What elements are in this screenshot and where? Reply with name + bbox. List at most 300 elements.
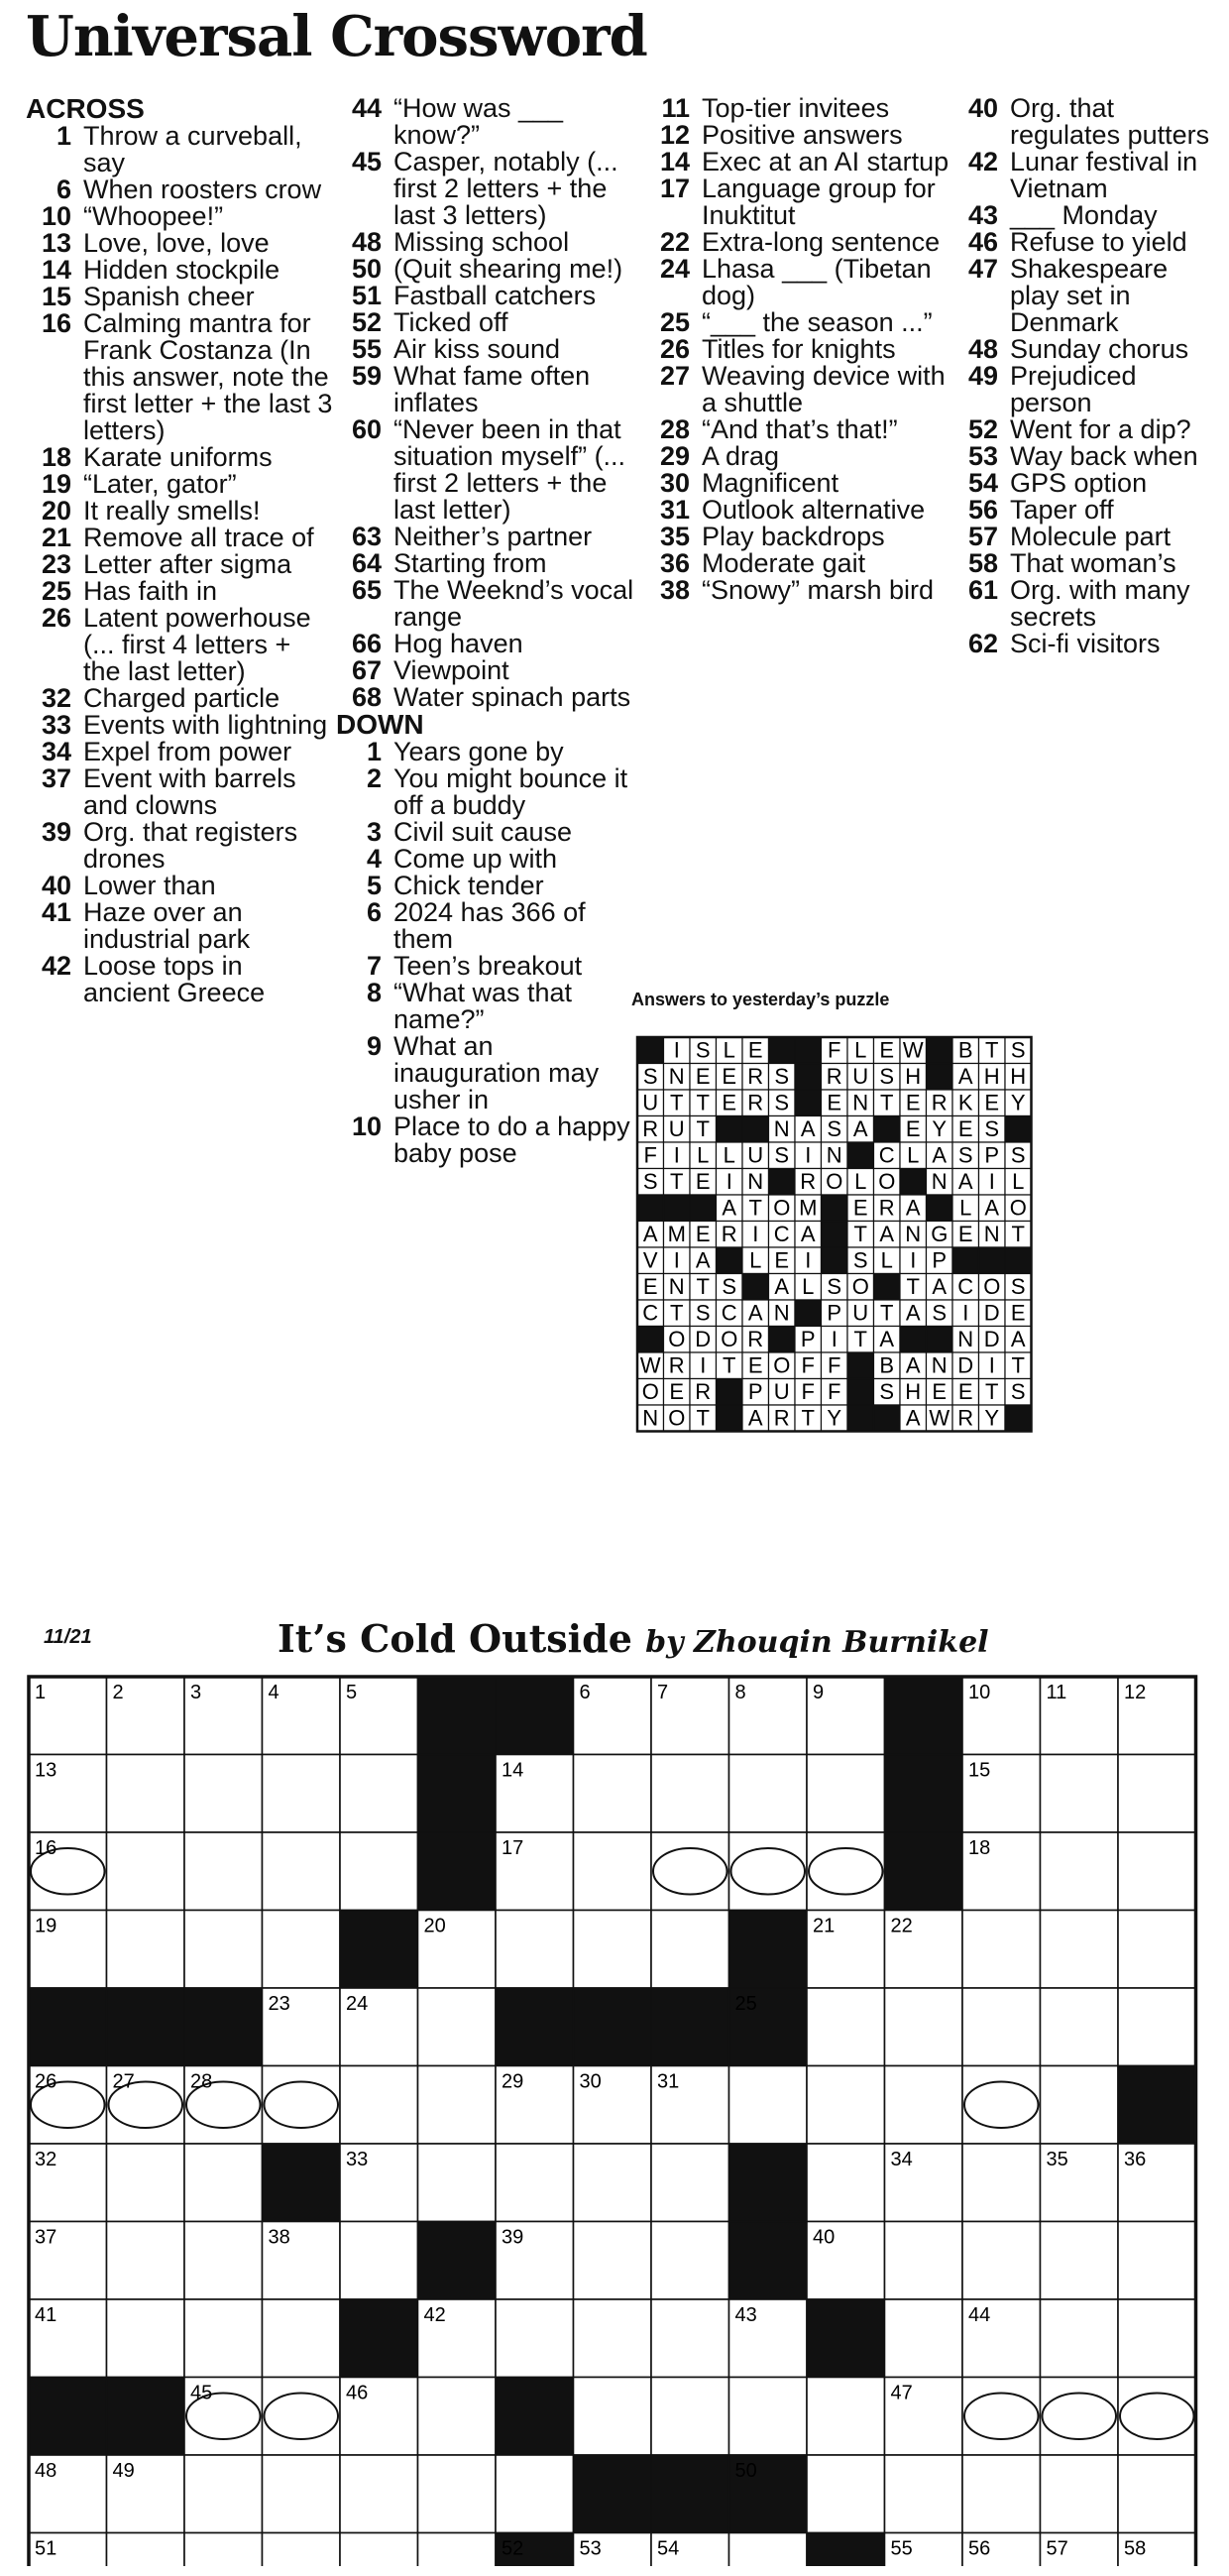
yesterday-letter: O: [851, 1274, 869, 1300]
clue-text: “What was that name?”: [393, 978, 573, 1034]
yesterday-block: [795, 1037, 822, 1064]
grid-cell[interactable]: [1041, 2378, 1119, 2456]
grid-cell[interactable]: [651, 1832, 729, 1911]
grid-cell[interactable]: [1118, 1832, 1196, 1911]
clue-item: [26, 257, 333, 284]
clue-item: [952, 631, 1212, 657]
grid-cell[interactable]: [1118, 2299, 1196, 2378]
yesterday-letter: I: [726, 1169, 732, 1195]
yesterday-block: [742, 1274, 769, 1301]
yesterday-letter: T: [696, 1116, 710, 1142]
yesterday-letter: N: [852, 1090, 869, 1115]
yesterday-letter: O: [983, 1274, 1001, 1300]
grid-cell[interactable]: [807, 1755, 885, 1833]
yesterday-letter: R: [721, 1222, 737, 1247]
clue-item: [644, 497, 951, 524]
yesterday-letter: N: [826, 1142, 842, 1168]
yesterday-letter: S: [1010, 1274, 1026, 1300]
clue-number: 14: [659, 147, 690, 176]
grid-cell[interactable]: [1041, 2222, 1119, 2300]
yesterday-letter: I: [962, 1300, 969, 1326]
grid-cell[interactable]: [807, 2144, 885, 2222]
grid-cell[interactable]: [263, 1755, 341, 1833]
clue-text: Extra-long sentence: [702, 227, 941, 257]
grid-cell[interactable]: [184, 1832, 263, 1911]
grid-cell[interactable]: [418, 2066, 497, 2145]
yesterday-letter: T: [1011, 1222, 1025, 1247]
clue-text: Lunar festival in Vietnam: [1010, 147, 1198, 203]
yesterday-block: [927, 1064, 953, 1091]
clue-item: [336, 873, 643, 899]
yesterday-letter: S: [774, 1064, 790, 1090]
clue-item: [336, 336, 643, 363]
clue-text: “And that’s that!”: [702, 414, 898, 444]
yesterday-letter: L: [854, 1169, 867, 1195]
yesterday-letter: N: [668, 1274, 685, 1300]
clue-item: [336, 739, 643, 765]
yesterday-letter: R: [747, 1327, 764, 1352]
grid-cell[interactable]: [107, 1755, 185, 1833]
clue-number: 1: [56, 121, 71, 151]
grid-cell[interactable]: [496, 2455, 574, 2533]
clue-item: [952, 416, 1212, 443]
clue-number: 6: [366, 897, 382, 927]
cell-number: 18: [968, 1837, 991, 1859]
cell-number: 33: [346, 2149, 369, 2170]
clue-text: Come up with: [393, 844, 558, 874]
grid-cell[interactable]: [107, 2222, 185, 2300]
grid-block: [107, 2378, 185, 2456]
cell-number: 21: [813, 1915, 836, 1937]
clue-number: 39: [41, 817, 71, 847]
grid-cell[interactable]: [962, 2222, 1041, 2300]
yesterday-letter: M: [667, 1222, 686, 1247]
clue-item: [952, 443, 1212, 470]
yesterday-letter: I: [805, 1247, 812, 1273]
yesterday-block: [690, 1195, 717, 1222]
yesterday-block: [795, 1064, 822, 1091]
grid-cell[interactable]: [184, 1911, 263, 1989]
grid-cell[interactable]: [1041, 1832, 1119, 1911]
clue-text: When roosters crow: [83, 175, 322, 204]
grid-cell[interactable]: [729, 2378, 808, 2456]
yesterday-block: [847, 1405, 874, 1432]
grid-cell[interactable]: [962, 2144, 1041, 2222]
yesterday-letter: L: [723, 1037, 735, 1063]
grid-cell[interactable]: [962, 1911, 1041, 1989]
grid-cell[interactable]: [574, 1755, 652, 1833]
cell-number: 27: [112, 2070, 135, 2093]
grid-cell[interactable]: [418, 1988, 497, 2066]
clue-number: 30: [659, 468, 690, 498]
clue-number: 26: [41, 603, 71, 633]
yesterday-letter: R: [747, 1090, 764, 1115]
clue-text: “Never been in that situation myself” (... first 2 letters + the last letter): [393, 414, 626, 525]
clue-number: 35: [659, 522, 690, 551]
grid-cell[interactable]: [1041, 1911, 1119, 1989]
clue-number: 36: [659, 548, 690, 578]
grid-cell[interactable]: [263, 2299, 341, 2378]
yesterday-letter: A: [932, 1274, 948, 1300]
clue-item: [644, 524, 951, 550]
grid-cell[interactable]: [1041, 2066, 1119, 2145]
grid-cell[interactable]: [340, 2533, 418, 2567]
yesterday-letter: O: [773, 1195, 791, 1221]
cell-number: 4: [268, 1682, 279, 1703]
clue-text: You might bounce it off a buddy: [393, 763, 628, 820]
grid-cell[interactable]: [107, 2533, 185, 2567]
yesterday-letter: A: [957, 1169, 973, 1195]
clue-item: [336, 416, 643, 524]
yesterday-letter: R: [773, 1405, 790, 1431]
yesterday-letter: D: [983, 1327, 1000, 1352]
grid-cell[interactable]: [962, 2455, 1041, 2533]
crossword-grid: [26, 1674, 1205, 2566]
yesterday-letter: S: [984, 1116, 1000, 1142]
clue-item: [644, 443, 951, 470]
grid-cell[interactable]: [885, 2066, 963, 2145]
clue-item: [952, 202, 1212, 229]
clue-text: Remove all trace of: [83, 523, 314, 552]
yesterday-letter: A: [984, 1195, 1000, 1221]
yesterday-letter: L: [802, 1274, 815, 1300]
clue-text: Expel from power: [83, 737, 292, 766]
clue-number: 48: [967, 334, 998, 364]
clue-text: Spanish cheer: [83, 282, 255, 311]
grid-cell[interactable]: [107, 2299, 185, 2378]
clue-text: Lower than: [83, 871, 216, 900]
cell-number: 19: [35, 1915, 57, 1937]
grid-cell[interactable]: [962, 2066, 1041, 2145]
yesterday-block: [795, 1090, 822, 1116]
clue-item: [336, 363, 643, 416]
yesterday-block: [927, 1327, 953, 1353]
yesterday-letter: D: [983, 1300, 1000, 1326]
clue-number: 6: [56, 175, 71, 204]
grid-block: [184, 1988, 263, 2066]
grid-block: [807, 2533, 885, 2567]
grid-cell[interactable]: [1118, 1755, 1196, 1833]
yesterday-letter: N: [773, 1300, 790, 1326]
grid-cell[interactable]: [885, 2299, 963, 2378]
grid-cell[interactable]: [340, 1832, 418, 1911]
yesterday-letter: S: [1010, 1037, 1026, 1063]
cell-number: 1: [35, 1682, 47, 1703]
clue-number: 8: [366, 978, 382, 1007]
clue-text: GPS option: [1010, 468, 1148, 498]
yesterday-letter: F: [643, 1142, 657, 1168]
grid-cell[interactable]: [651, 1911, 729, 1989]
grid-cell[interactable]: [574, 1911, 652, 1989]
grid-cell[interactable]: [574, 2144, 652, 2222]
yesterday-letter: S: [879, 1379, 895, 1405]
clue-number: 19: [41, 469, 71, 499]
clue-text: A drag: [702, 441, 780, 471]
clue-text: Sci-fi visitors: [1010, 629, 1161, 658]
clue-number: 51: [351, 281, 382, 310]
grid-cell[interactable]: [1118, 1911, 1196, 1989]
clue-text: Taper off: [1010, 495, 1114, 525]
yesterday-letter: T: [880, 1300, 894, 1326]
clue-column-1: [26, 95, 333, 1006]
grid-cell[interactable]: [263, 2533, 341, 2567]
grid-cell[interactable]: [807, 2378, 885, 2456]
yesterday-letter: E: [669, 1379, 685, 1405]
grid-cell[interactable]: [1118, 2222, 1196, 2300]
clue-number: 27: [659, 361, 690, 391]
yesterday-letter: K: [957, 1090, 973, 1115]
grid-cell[interactable]: [651, 2299, 729, 2378]
clue-item: [336, 657, 643, 684]
yesterday-letter: M: [799, 1195, 818, 1221]
yesterday-letter: I: [988, 1169, 995, 1195]
yesterday-block: [847, 1379, 874, 1406]
clue-item: [26, 953, 333, 1006]
clue-item: [26, 203, 333, 230]
cell-number: 8: [734, 1682, 746, 1703]
grid-cell[interactable]: [263, 2378, 341, 2456]
grid-cell[interactable]: [651, 2222, 729, 2300]
grid-cell[interactable]: [574, 2299, 652, 2378]
clue-number: 43: [967, 200, 998, 230]
grid-cell[interactable]: [263, 1832, 341, 1911]
grid-cell[interactable]: [418, 2144, 497, 2222]
yesterday-letter: F: [828, 1379, 841, 1405]
cell-number: 31: [657, 2070, 680, 2093]
yesterday-letter: E: [932, 1379, 948, 1405]
puzzle-title: [278, 1616, 989, 1661]
clue-item: [644, 363, 951, 416]
cell-number: 34: [890, 2149, 913, 2170]
grid-cell[interactable]: [184, 2144, 263, 2222]
cell-number: 53: [579, 2537, 602, 2560]
yesterday-letter: I: [910, 1247, 917, 1273]
yesterday-letter: A: [879, 1222, 895, 1247]
yesterday-letter: H: [905, 1379, 922, 1405]
yesterday-letter: A: [747, 1300, 763, 1326]
grid-cell[interactable]: [1041, 1988, 1119, 2066]
yesterday-letter: Y: [932, 1116, 948, 1142]
grid-cell[interactable]: [184, 2455, 263, 2533]
grid-cell[interactable]: [729, 2066, 808, 2145]
clue-column-2: [336, 95, 643, 1167]
yesterday-letter: R: [957, 1405, 974, 1431]
grid-cell[interactable]: [574, 2222, 652, 2300]
cell-number: 32: [35, 2149, 57, 2170]
clue-number: 48: [351, 227, 382, 257]
grid-cell[interactable]: [107, 1832, 185, 1911]
clue-text: Went for a dip?: [1010, 414, 1191, 444]
grid-cell[interactable]: [1041, 2455, 1119, 2533]
clue-number: 56: [967, 495, 998, 525]
grid-cell[interactable]: [496, 2299, 574, 2378]
yesterday-block: [927, 1195, 953, 1222]
grid-cell[interactable]: [340, 2066, 418, 2145]
grid-cell[interactable]: [340, 2455, 418, 2533]
clue-text: It really smells!: [83, 496, 261, 526]
grid-cell[interactable]: [807, 2066, 885, 2145]
clue-number: 40: [967, 93, 998, 123]
grid-block: [651, 2455, 729, 2533]
clue-number: 63: [351, 522, 382, 551]
grid-cell[interactable]: [1118, 1988, 1196, 2066]
yesterday-letter: G: [931, 1222, 949, 1247]
yesterday-letter: O: [1009, 1195, 1027, 1221]
yesterday-letter: I: [673, 1142, 680, 1168]
yesterday-letter: U: [668, 1116, 685, 1142]
clue-item: [26, 284, 333, 310]
yesterday-block: [847, 1142, 874, 1169]
yesterday-block: [1005, 1405, 1032, 1432]
grid-cell[interactable]: [184, 1755, 263, 1833]
grid-cell[interactable]: [184, 2299, 263, 2378]
grid-block: [574, 1988, 652, 2066]
grid-cell[interactable]: [418, 2533, 497, 2567]
clue-item: [952, 577, 1212, 631]
grid-cell[interactable]: [1041, 2299, 1119, 2378]
grid-cell[interactable]: [885, 1988, 963, 2066]
grid-cell[interactable]: [729, 1755, 808, 1833]
yesterday-letter: E: [695, 1222, 711, 1247]
yesterday-letter: T: [853, 1327, 867, 1352]
yesterday-letter: L: [959, 1195, 972, 1221]
clue-text: Hog haven: [393, 629, 523, 658]
grid-cell[interactable]: [885, 2455, 963, 2533]
cell-number: 5: [346, 1682, 358, 1703]
clue-text: Outlook alternative: [702, 495, 926, 525]
clue-number: 41: [41, 897, 71, 927]
clue-text: Charged particle: [83, 683, 280, 713]
clue-item: [952, 550, 1212, 577]
yesterday-letter: Y: [984, 1405, 1000, 1431]
grid-cell[interactable]: [729, 2533, 808, 2567]
grid-cell[interactable]: [807, 1832, 885, 1911]
grid-cell[interactable]: [885, 2222, 963, 2300]
grid-cell[interactable]: [107, 2144, 185, 2222]
clue-item: [644, 95, 951, 122]
clue-item: [336, 631, 643, 657]
clue-text: Has faith in: [83, 576, 218, 606]
yesterday-letter: E: [827, 1090, 842, 1115]
clue-number: 25: [659, 307, 690, 337]
grid-cell[interactable]: [1118, 2455, 1196, 2533]
cell-number: 55: [890, 2537, 913, 2560]
yesterday-letter: L: [880, 1247, 893, 1273]
grid-cell[interactable]: [184, 2222, 263, 2300]
grid-cell[interactable]: [807, 1988, 885, 2066]
clue-number: 9: [366, 1031, 382, 1061]
clue-item: [26, 712, 333, 739]
clue-text: “Snowy” marsh bird: [702, 575, 935, 605]
yesterday-letter: A: [642, 1222, 658, 1247]
clue-text: Love, love, love: [83, 228, 270, 258]
cell-number: 41: [35, 2304, 57, 2326]
clue-number: 1: [366, 737, 382, 766]
yesterday-letter: T: [670, 1090, 684, 1115]
yesterday-letter: T: [880, 1090, 894, 1115]
clue-item: [26, 739, 333, 765]
grid-cell[interactable]: [263, 2455, 341, 2533]
grid-cell[interactable]: [340, 1755, 418, 1833]
grid-block: [574, 2455, 652, 2533]
yesterday-letter: A: [905, 1195, 921, 1221]
yesterday-letter: E: [747, 1352, 763, 1378]
yesterday-letter: E: [957, 1222, 973, 1247]
grid-cell[interactable]: [651, 1755, 729, 1833]
grid-cell[interactable]: [496, 2144, 574, 2222]
grid-cell[interactable]: [729, 1832, 808, 1911]
clue-text: Sunday chorus: [1010, 334, 1189, 364]
clue-number: 33: [41, 710, 71, 740]
grid-cell[interactable]: [651, 2144, 729, 2222]
cell-number: 42: [423, 2304, 446, 2326]
grid-block: [418, 2222, 497, 2300]
yesterday-letter: P: [747, 1379, 763, 1405]
yesterday-letter: F: [828, 1037, 841, 1063]
yesterday-letter: U: [852, 1064, 869, 1090]
grid-cell[interactable]: [1041, 1755, 1119, 1833]
grid-cell[interactable]: [496, 1911, 574, 1989]
grid-cell[interactable]: [263, 2066, 341, 2145]
yesterday-letter: L: [697, 1142, 710, 1168]
clue-text: Haze over an industrial park: [83, 897, 251, 954]
yesterday-letter: T: [670, 1169, 684, 1195]
yesterday-letter: A: [905, 1352, 921, 1378]
clue-text: Civil suit cause: [393, 817, 573, 847]
grid-cell[interactable]: [107, 1911, 185, 1989]
grid-cell[interactable]: [807, 2455, 885, 2533]
yesterday-letter: U: [642, 1090, 659, 1115]
yesterday-letter: A: [905, 1405, 921, 1431]
yesterday-letter: N: [905, 1222, 922, 1247]
clue-text: Moderate gait: [702, 548, 866, 578]
clue-item: [336, 1033, 643, 1113]
yesterday-letter: O: [668, 1327, 686, 1352]
grid-cell[interactable]: [1118, 2378, 1196, 2456]
grid-cell[interactable]: [962, 2378, 1041, 2456]
clue-item: [336, 899, 643, 953]
clue-number: 11: [661, 93, 690, 123]
grid-cell[interactable]: [574, 2378, 652, 2456]
yesterday-block: [1005, 1247, 1032, 1274]
yesterday-letter: I: [805, 1142, 812, 1168]
clue-text: Exec at an AI startup: [702, 147, 950, 176]
yesterday-block: [769, 1169, 796, 1196]
clue-number: 53: [967, 441, 998, 471]
clue-text: The Weeknd’s vocal range: [393, 575, 634, 632]
yesterday-letter: L: [1012, 1169, 1025, 1195]
yesterday-letter: C: [642, 1300, 659, 1326]
yesterday-block: [637, 1037, 664, 1064]
grid-block: [885, 1677, 963, 1755]
grid-cell[interactable]: [418, 2378, 497, 2456]
clue-text: ___ Monday: [1010, 200, 1158, 230]
grid-cell[interactable]: [962, 1988, 1041, 2066]
yesterday-letter: L: [854, 1037, 867, 1063]
clue-item: [952, 497, 1212, 524]
grid-cell[interactable]: [340, 2222, 418, 2300]
yesterday-letter: T: [853, 1222, 867, 1247]
grid-cell[interactable]: [184, 2533, 263, 2567]
grid-cell[interactable]: [651, 2378, 729, 2456]
clue-text: “Later, gator”: [83, 469, 237, 499]
yesterday-letter: E: [695, 1064, 711, 1090]
grid-cell[interactable]: [574, 1832, 652, 1911]
cell-number: 26: [35, 2070, 57, 2093]
yesterday-letter: S: [827, 1274, 842, 1300]
grid-cell[interactable]: [263, 1911, 341, 1989]
grid-cell[interactable]: [418, 2455, 497, 2533]
